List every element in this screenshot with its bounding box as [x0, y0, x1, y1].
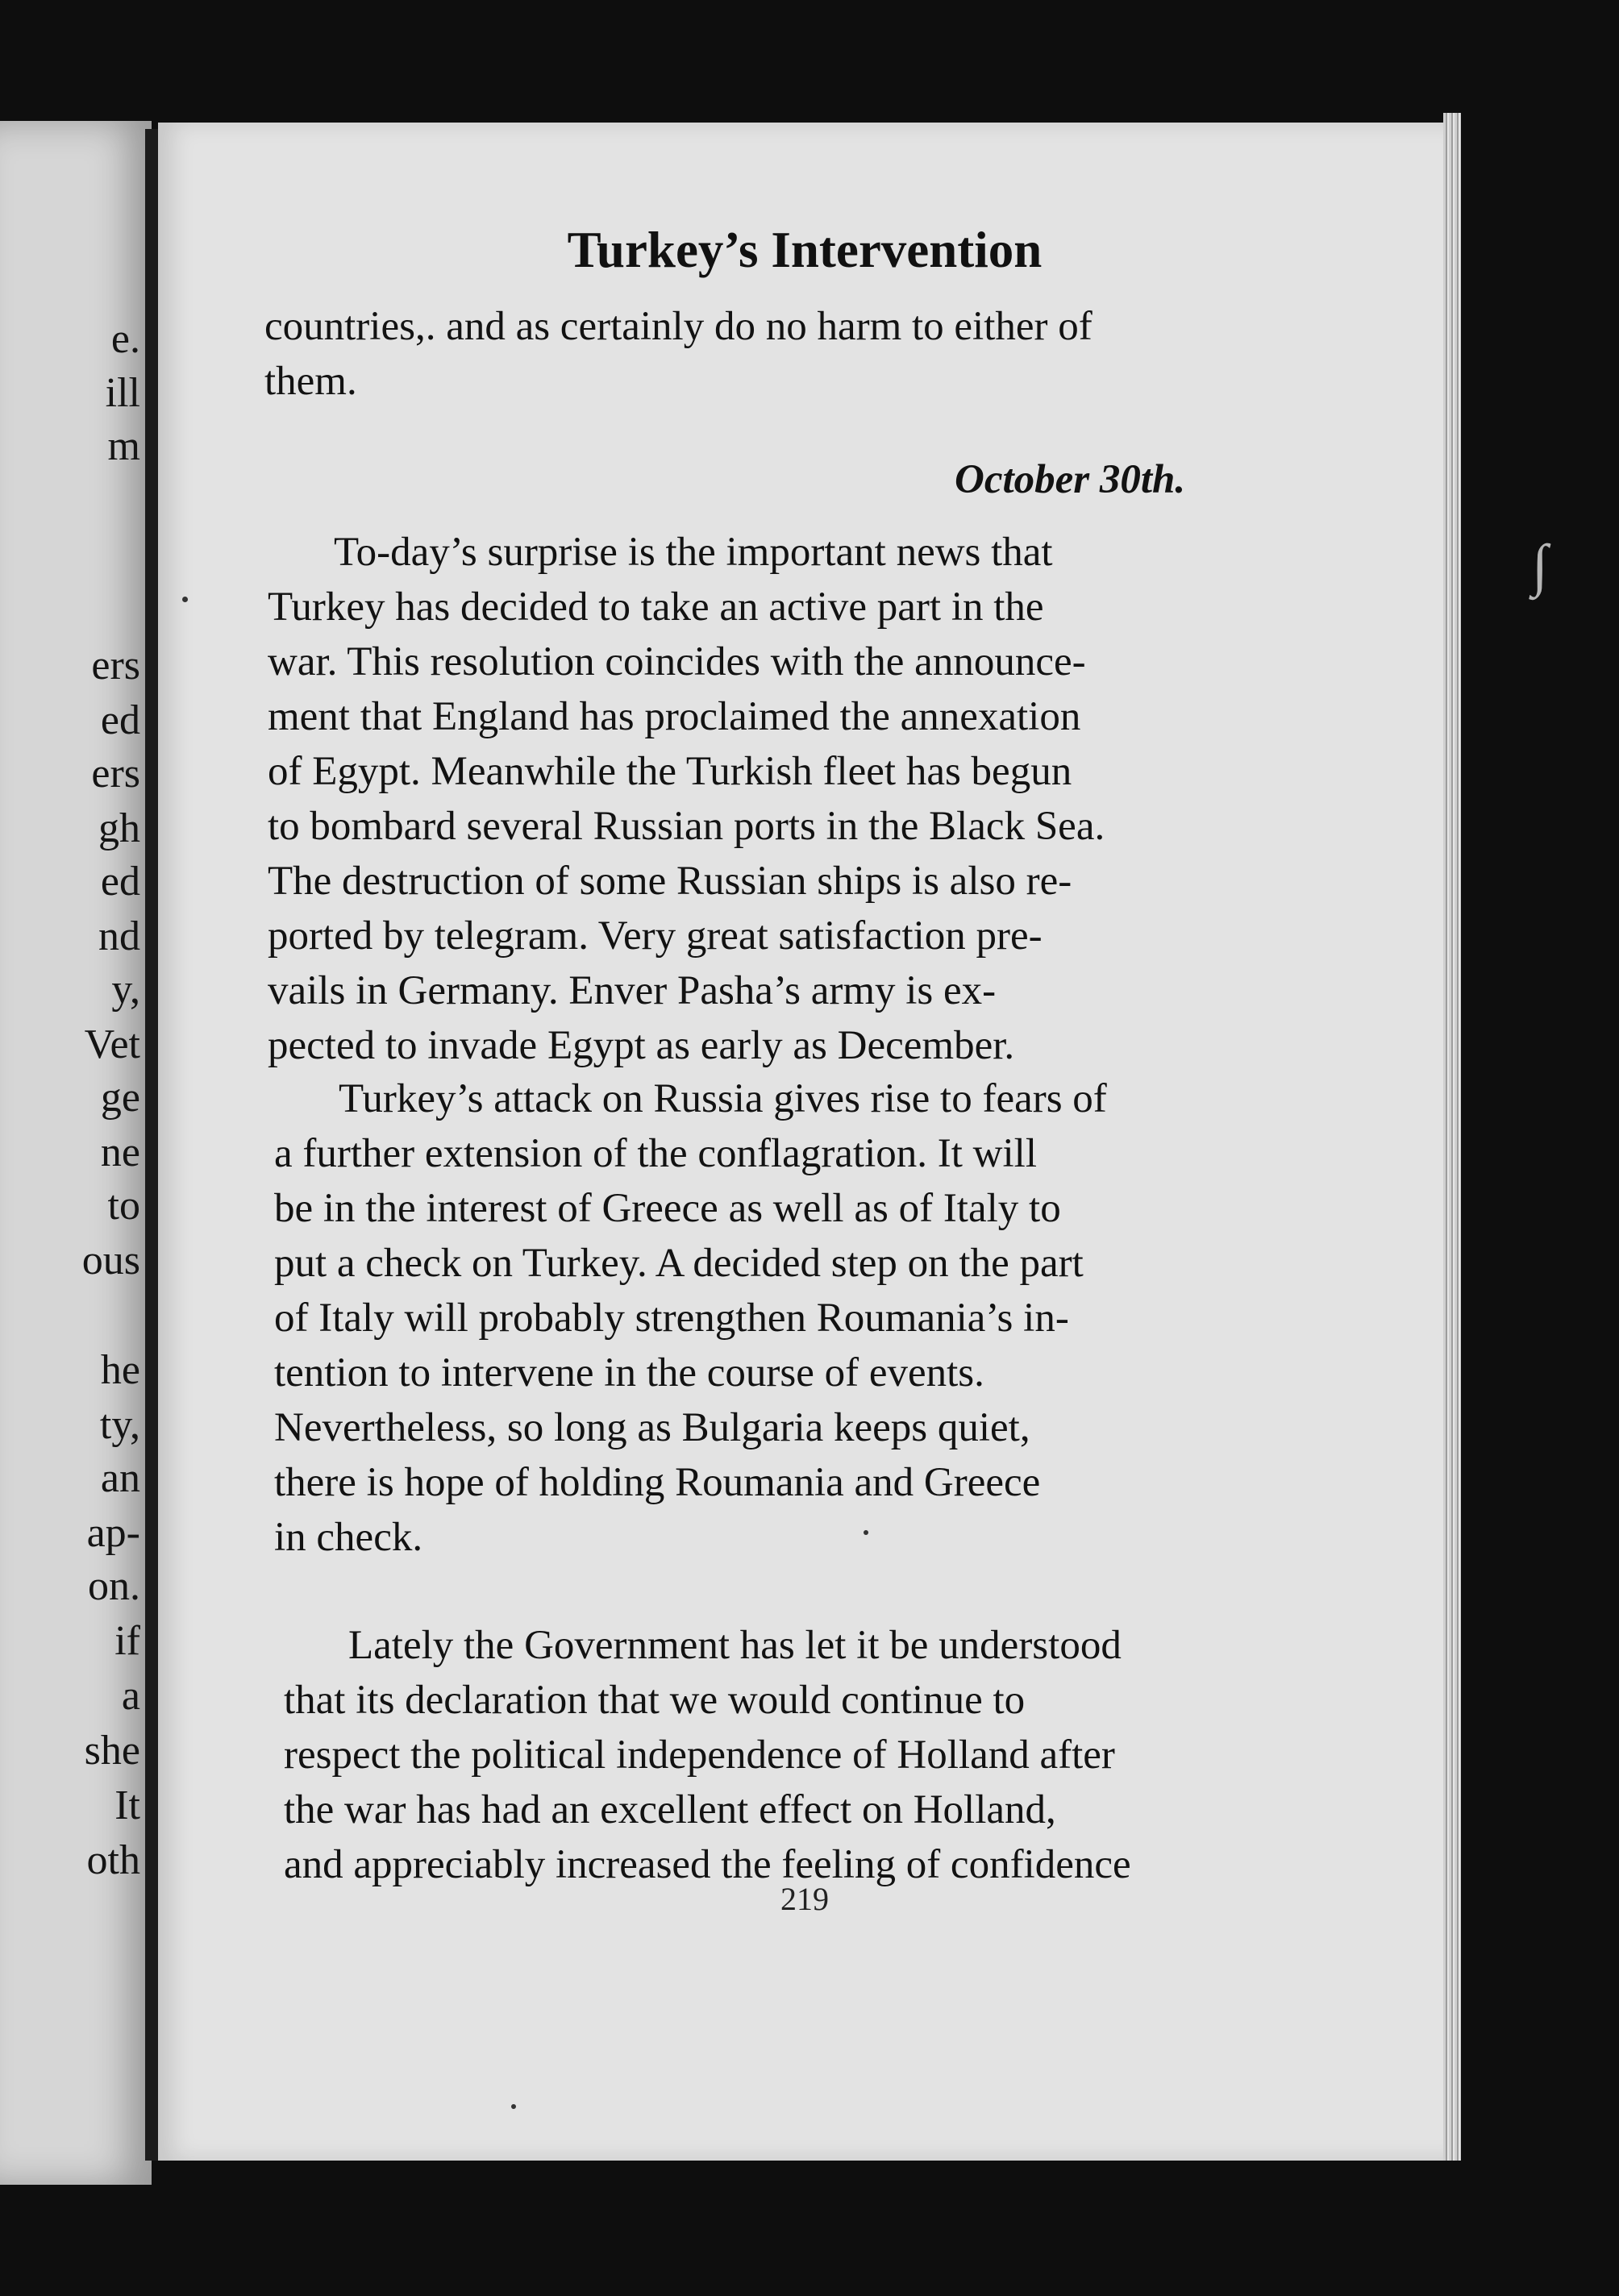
- text-line: respect the political independence of Holland after: [284, 1732, 1115, 1778]
- page-number: 219: [780, 1881, 829, 1917]
- left-page-fragment: ne: [100, 1129, 140, 1175]
- text-line: in check.: [274, 1515, 423, 1560]
- left-page-fragment: ty,: [99, 1402, 140, 1448]
- text-line: To-day’s surprise is the important news that: [334, 530, 1053, 575]
- text-line: of Italy will probably strengthen Roumania’s in-: [274, 1296, 1069, 1341]
- left-page-fragment: a: [121, 1673, 140, 1719]
- left-page-fragment: ers: [91, 643, 140, 688]
- text-line: The destruction of some Russian ships is also re-: [268, 859, 1072, 904]
- right-page: [158, 123, 1451, 2161]
- left-page-fragment: ge: [100, 1075, 140, 1121]
- text-line: of Egypt. Meanwhile the Turkish fleet has begun: [268, 749, 1072, 794]
- running-head: Turkey’s Intervention: [567, 222, 1043, 278]
- left-page-fragment: ed: [100, 859, 140, 905]
- left-page-fragment: to: [107, 1183, 140, 1229]
- left-page-fragment: It: [114, 1782, 140, 1828]
- text-line: vails in Germany. Enver Pasha’s army is ex-: [268, 968, 997, 1013]
- text-line: to bombard several Russian ports in the Black Sea.: [268, 804, 1105, 849]
- left-page: [0, 121, 152, 2185]
- left-page-fragment: she: [84, 1728, 140, 1774]
- text-line: Turkey’s attack on Russia gives rise to fears of: [339, 1076, 1107, 1121]
- text-line: ment that England has proclaimed the annexation: [268, 694, 1081, 739]
- text-line: pected to invade Egypt as early as December.: [268, 1023, 1015, 1068]
- text-line: Nevertheless, so long as Bulgaria keeps quiet,: [274, 1405, 1030, 1450]
- left-page-fragment: m: [107, 423, 140, 469]
- text-line: ported by telegram. Very great satisfaction pre-: [268, 913, 1043, 959]
- text-line: Lately the Government has let it be understood: [348, 1623, 1122, 1668]
- left-page-fragment: if: [114, 1618, 140, 1664]
- dateline: October 30th.: [955, 457, 1186, 502]
- left-page-fragment: y,: [111, 967, 140, 1013]
- left-page-fragment: gh: [98, 805, 140, 851]
- pencil-margin-mark: ∫: [1532, 533, 1548, 597]
- text-line: them.: [264, 359, 357, 404]
- text-line: be in the interest of Greece as well as of Italy to: [274, 1186, 1061, 1231]
- left-page-fragment: he: [100, 1347, 140, 1393]
- left-page-fragment: ers: [91, 751, 140, 797]
- left-page-fragment: ill: [105, 370, 140, 416]
- ink-speck: [511, 2104, 516, 2109]
- left-page-fragment: ed: [100, 697, 140, 743]
- text-line: Turkey has decided to take an active part in the: [268, 584, 1044, 630]
- left-page-fragment: e.: [110, 316, 140, 362]
- left-page-fragment: oth: [86, 1837, 140, 1883]
- left-page-fragment: an: [100, 1455, 140, 1501]
- text-line: put a check on Turkey. A decided step on the part: [274, 1241, 1084, 1286]
- text-line: that its declaration that we would continue to: [284, 1678, 1026, 1723]
- left-page-fragment: nd: [98, 913, 140, 959]
- page-edge-stack: [1443, 113, 1461, 2161]
- left-page-fragment: ap-: [86, 1510, 140, 1556]
- text-line: and appreciably increased the feeling of confidence: [284, 1842, 1131, 1887]
- text-line: there is hope of holding Roumania and Greece: [274, 1460, 1041, 1505]
- text-line: a further extension of the conflagration. It will: [274, 1131, 1038, 1176]
- left-page-fragment: on.: [88, 1563, 140, 1609]
- text-line: war. This resolution coincides with the announce-: [268, 639, 1086, 684]
- ink-speck: [864, 1530, 868, 1535]
- text-line: countries,. and as certainly do no harm to either of: [264, 304, 1093, 349]
- left-page-fragment: Vet: [84, 1021, 140, 1067]
- text-line: tention to intervene in the course of events.: [274, 1350, 984, 1395]
- ink-speck: [182, 597, 188, 602]
- left-page-fragment: ous: [81, 1237, 140, 1283]
- text-line: the war has had an excellent effect on Holland,: [284, 1787, 1056, 1832]
